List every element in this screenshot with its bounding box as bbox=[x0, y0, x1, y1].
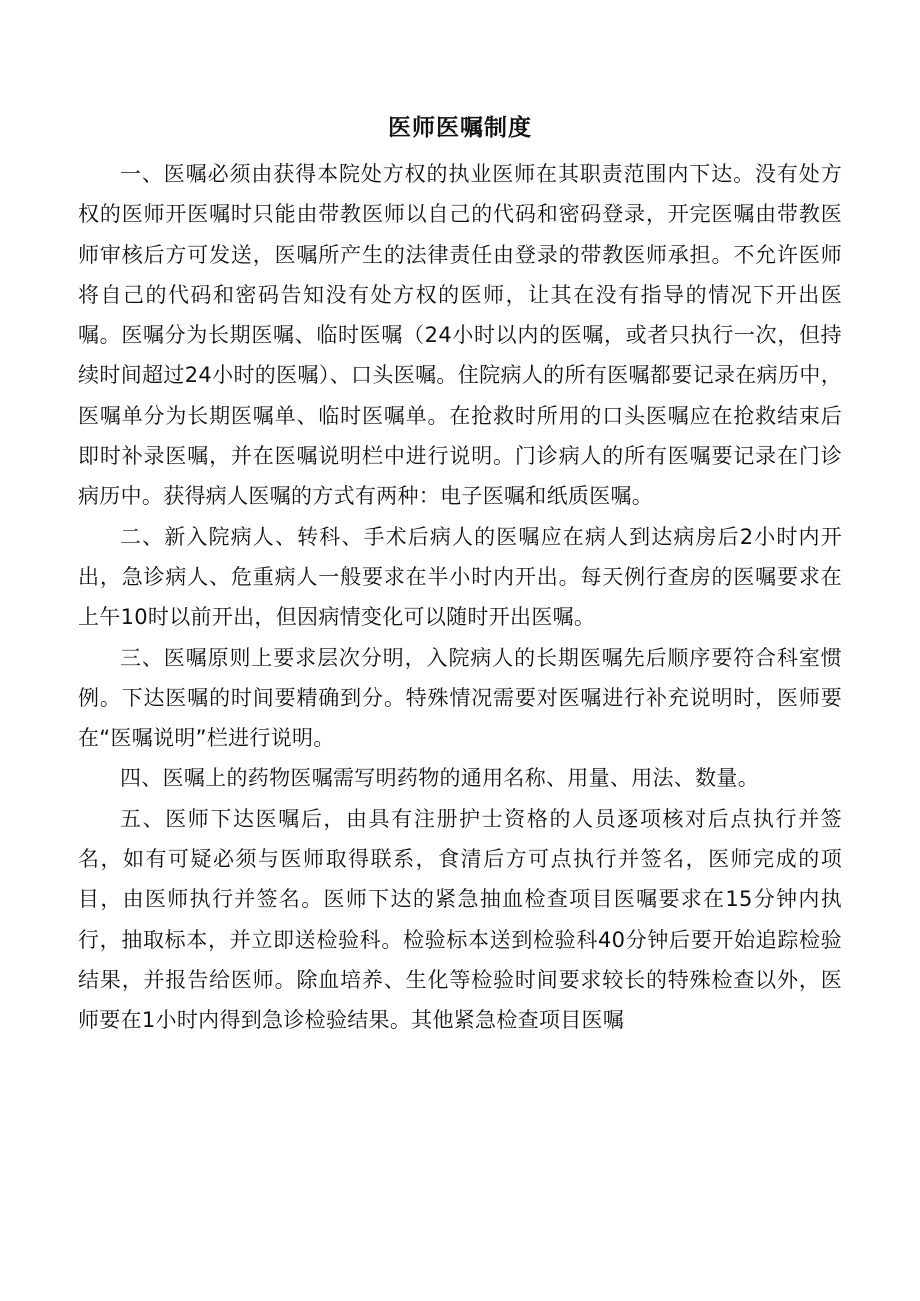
paragraph-4: 四、医嘱上的药物医嘱需写明药物的通用名称、用量、用法、数量。 bbox=[120, 766, 759, 791]
paragraph-5: 五、医师下达医嘱后，由具有注册护士资格的人员逐项核对后点执行并签名，如有可疑必须与医师取得联系，食清后方可点执行并签名，医师完成的项目，由医师执行并签名。医师下达的紧急抽血检查项目医嘱要求在15分钟内执行，抽取标本，并立即送检验科。检验标本送到检验科40分钟后要开始追踪检验结果，并报告给医师。除血培养、生化等检验时间要求较长的特殊检查以外，医师要在1小时内得到急诊检验结果。其他紧急检查项目医嘱 bbox=[78, 806, 842, 1033]
page-title: 医师医嘱制度 bbox=[388, 115, 532, 141]
paragraph-3: 三、医嘱原则上要求层次分明，入院病人的长期医嘱先后顺序要符合科室惯例。下达医嘱的时间要精确到分。特殊情况需要对医嘱进行补充说明时，医师要在“医嘱说明”栏进行说明。 bbox=[78, 645, 842, 751]
paragraph-1: 一、医嘱必须由获得本院处方权的执业医师在其职责范围内下达。没有处方权的医师开医嘱时只能由带教医师以自己的代码和密码登录，开完医嘱由带教医师审核后方可发送，医嘱所产生的法律责任由登录的带教医师承担。不允许医师将自己的代码和密码告知没有处方权的医师，让其在没有指导的情况下开出医嘱。医嘱分为长期医嘱、临时医嘱（24小时以内的医嘱，或者只执行一次，但持续时间超过24小时的医嘱）、口头医嘱。住院病人的所有医嘱都要记录在病历中，医嘱单分为长期医嘱单、临时医嘱单。在抢救时所用的口头医嘱应在抢救结束后即时补录医嘱，并在医嘱说明栏中进行说明。门诊病人的所有医嘱要记录在门诊病历中。获得病人医嘱的方式有两种：电子医嘱和纸质医嘱。 bbox=[78, 162, 842, 509]
paragraph-2: 二、新入院病人、转科、手术后病人的医嘱应在病人到达病房后2小时内开出，急诊病人、危重病人一般要求在半小时内开出。每天例行查房的医嘱要求在上午10时以前开出，但因病情变化可以随时开出医嘱。 bbox=[78, 524, 842, 630]
